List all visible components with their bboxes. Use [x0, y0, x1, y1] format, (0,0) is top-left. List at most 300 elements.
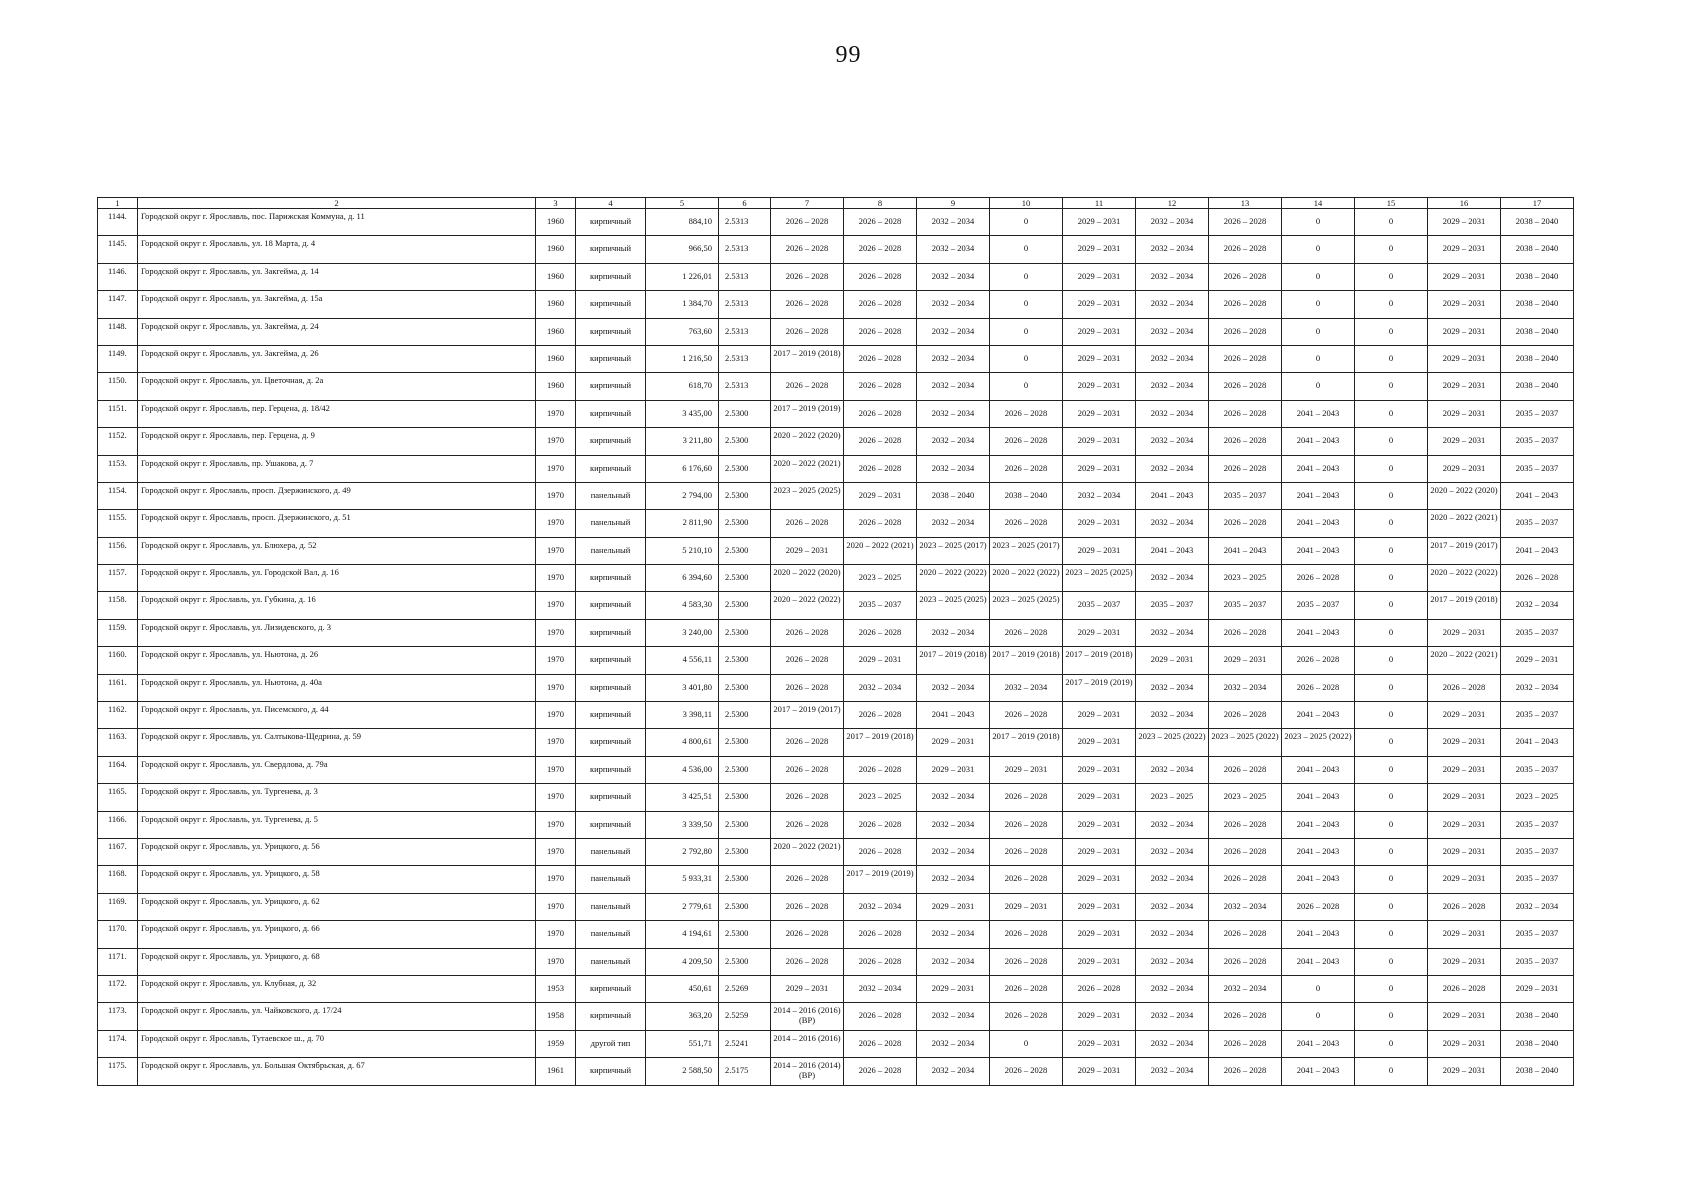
column-number-header: 12 [1136, 198, 1209, 209]
period-cell-col-8: 2035 – 2037 [844, 592, 917, 619]
coefficient-cell: 2.5300 [719, 866, 771, 893]
period-cell-col-11: 2017 – 2019 (2019) [1063, 674, 1136, 701]
area-cell: 1 226,01 [646, 263, 719, 290]
period-cell-col-13: 2026 – 2028 [1209, 702, 1282, 729]
row-number-cell: 1152. [98, 428, 138, 455]
wall-material-cell: кирпичный [576, 784, 646, 811]
year-cell: 1960 [536, 373, 576, 400]
wall-material-cell: кирпичный [576, 1058, 646, 1085]
address-cell: Городской округ г. Ярославль, ул. Свердлова, д. 79а [138, 756, 536, 783]
period-cell-col-15: 0 [1355, 318, 1428, 345]
coefficient-cell: 2.5300 [719, 948, 771, 975]
period-cell-col-8: 2026 – 2028 [844, 318, 917, 345]
period-cell-col-14: 2041 – 2043 [1282, 455, 1355, 482]
wall-material-cell: панельный [576, 482, 646, 509]
period-cell-col-15: 0 [1355, 619, 1428, 646]
area-cell: 3 401,80 [646, 674, 719, 701]
period-cell-col-8: 2026 – 2028 [844, 811, 917, 838]
coefficient-cell: 2.5300 [719, 428, 771, 455]
area-cell: 6 176,60 [646, 455, 719, 482]
period-cell-col-15: 0 [1355, 400, 1428, 427]
period-cell-col-12: 2032 – 2034 [1136, 811, 1209, 838]
period-cell-col-11: 2029 – 2031 [1063, 729, 1136, 756]
period-cell-col-16: 2029 – 2031 [1428, 619, 1501, 646]
year-cell: 1960 [536, 209, 576, 236]
period-cell-col-13: 2026 – 2028 [1209, 345, 1282, 372]
period-cell-col-10: 2026 – 2028 [990, 428, 1063, 455]
period-cell-col-8: 2026 – 2028 [844, 291, 917, 318]
period-cell-col-12: 2032 – 2034 [1136, 756, 1209, 783]
table-row [98, 838, 1574, 865]
area-cell: 1 384,70 [646, 291, 719, 318]
period-cell-col-14: 2041 – 2043 [1282, 510, 1355, 537]
period-cell-col-11: 2029 – 2031 [1063, 1003, 1136, 1030]
table-row [98, 702, 1574, 729]
address-cell: Городской округ г. Ярославль, ул. Тургенева, д. 3 [138, 784, 536, 811]
period-cell-col-13: 2026 – 2028 [1209, 455, 1282, 482]
coefficient-cell: 2.5300 [719, 674, 771, 701]
year-cell: 1970 [536, 537, 576, 564]
period-cell-col-17: 2035 – 2037 [1501, 866, 1574, 893]
wall-material-cell: кирпичный [576, 592, 646, 619]
period-cell-col-7: 2014 – 2016 (2016) [771, 1030, 844, 1057]
address-cell: Городской округ г. Ярославль, ул. Урицкого, д. 62 [138, 893, 536, 920]
period-cell-col-8: 2026 – 2028 [844, 1058, 917, 1085]
period-cell-col-11: 2029 – 2031 [1063, 838, 1136, 865]
period-cell-col-17: 2035 – 2037 [1501, 921, 1574, 948]
row-number-cell: 1155. [98, 510, 138, 537]
period-cell-col-10: 2038 – 2040 [990, 482, 1063, 509]
period-cell-col-17: 2035 – 2037 [1501, 510, 1574, 537]
period-cell-col-12: 2032 – 2034 [1136, 373, 1209, 400]
period-cell-col-14: 0 [1282, 975, 1355, 1002]
period-cell-col-14: 2035 – 2037 [1282, 592, 1355, 619]
wall-material-cell: панельный [576, 838, 646, 865]
period-cell-col-8: 2026 – 2028 [844, 1030, 917, 1057]
wall-material-cell: другой тип [576, 1030, 646, 1057]
period-cell-col-10: 2026 – 2028 [990, 510, 1063, 537]
period-cell-col-8: 2026 – 2028 [844, 756, 917, 783]
period-cell-col-8: 2029 – 2031 [844, 647, 917, 674]
period-cell-col-9: 2032 – 2034 [917, 400, 990, 427]
period-cell-col-14: 2041 – 2043 [1282, 948, 1355, 975]
address-cell: Городской округ г. Ярославль, ул. Клубная, д. 32 [138, 975, 536, 1002]
coefficient-cell: 2.5300 [719, 565, 771, 592]
period-cell-col-17: 2038 – 2040 [1501, 209, 1574, 236]
period-cell-col-17: 2032 – 2034 [1501, 893, 1574, 920]
period-cell-col-7: 2026 – 2028 [771, 866, 844, 893]
period-cell-col-12: 2032 – 2034 [1136, 565, 1209, 592]
address-cell: Городской округ г. Ярославль, ул. 18 Марта, д. 4 [138, 236, 536, 263]
period-cell-col-15: 0 [1355, 345, 1428, 372]
table-row [98, 263, 1574, 290]
period-cell-col-14: 2041 – 2043 [1282, 756, 1355, 783]
coefficient-cell: 2.5313 [719, 209, 771, 236]
table-row [98, 510, 1574, 537]
period-cell-col-8: 2032 – 2034 [844, 975, 917, 1002]
column-number-header: 6 [719, 198, 771, 209]
area-cell: 3 211,80 [646, 428, 719, 455]
coefficient-cell: 2.5313 [719, 345, 771, 372]
row-number-cell: 1150. [98, 373, 138, 400]
period-cell-col-13: 2026 – 2028 [1209, 866, 1282, 893]
year-cell: 1960 [536, 345, 576, 372]
period-cell-col-9: 2023 – 2025 (2025) [917, 592, 990, 619]
period-cell-col-7: 2026 – 2028 [771, 811, 844, 838]
year-cell: 1953 [536, 975, 576, 1002]
column-number-header: 1 [98, 198, 138, 209]
period-cell-col-16: 2029 – 2031 [1428, 263, 1501, 290]
row-number-cell: 1159. [98, 619, 138, 646]
period-cell-col-7: 2017 – 2019 (2018) [771, 345, 844, 372]
period-cell-col-15: 0 [1355, 263, 1428, 290]
period-cell-col-9: 2032 – 2034 [917, 674, 990, 701]
period-cell-col-14: 2041 – 2043 [1282, 921, 1355, 948]
row-number-cell: 1154. [98, 482, 138, 509]
period-cell-col-17: 2035 – 2037 [1501, 400, 1574, 427]
area-cell: 450,61 [646, 975, 719, 1002]
column-number-header: 4 [576, 198, 646, 209]
address-cell: Городской округ г. Ярославль, ул. Закгейма, д. 14 [138, 263, 536, 290]
row-number-cell: 1146. [98, 263, 138, 290]
wall-material-cell: кирпичный [576, 565, 646, 592]
period-cell-col-15: 0 [1355, 428, 1428, 455]
wall-material-cell: панельный [576, 510, 646, 537]
period-cell-col-10: 2029 – 2031 [990, 756, 1063, 783]
year-cell: 1960 [536, 318, 576, 345]
period-cell-col-10: 2017 – 2019 (2018) [990, 729, 1063, 756]
area-cell: 4 583,30 [646, 592, 719, 619]
period-cell-col-9: 2032 – 2034 [917, 291, 990, 318]
period-cell-col-11: 2029 – 2031 [1063, 428, 1136, 455]
row-number-cell: 1153. [98, 455, 138, 482]
period-cell-col-11: 2029 – 2031 [1063, 1030, 1136, 1057]
period-cell-col-17: 2038 – 2040 [1501, 318, 1574, 345]
table-row [98, 948, 1574, 975]
period-cell-col-11: 2029 – 2031 [1063, 510, 1136, 537]
period-cell-col-11: 2035 – 2037 [1063, 592, 1136, 619]
coefficient-cell: 2.5313 [719, 263, 771, 290]
period-cell-col-17: 2032 – 2034 [1501, 592, 1574, 619]
year-cell: 1970 [536, 565, 576, 592]
table-row [98, 811, 1574, 838]
period-cell-col-15: 0 [1355, 455, 1428, 482]
address-cell: Городской округ г. Ярославль, ул. Закгейма, д. 24 [138, 318, 536, 345]
table-row [98, 647, 1574, 674]
period-cell-col-8: 2023 – 2025 [844, 565, 917, 592]
period-cell-col-15: 0 [1355, 510, 1428, 537]
table-row [98, 866, 1574, 893]
area-cell: 966,50 [646, 236, 719, 263]
period-cell-col-16: 2026 – 2028 [1428, 674, 1501, 701]
address-cell: Городской округ г. Ярославль, ул. Писемского, д. 44 [138, 702, 536, 729]
row-number-cell: 1145. [98, 236, 138, 263]
period-cell-col-11: 2029 – 2031 [1063, 1058, 1136, 1085]
column-number-header: 7 [771, 198, 844, 209]
wall-material-cell: кирпичный [576, 1003, 646, 1030]
period-cell-col-13: 2026 – 2028 [1209, 373, 1282, 400]
period-cell-col-8: 2026 – 2028 [844, 400, 917, 427]
year-cell: 1970 [536, 811, 576, 838]
period-cell-col-12: 2032 – 2034 [1136, 263, 1209, 290]
period-cell-col-16: 2029 – 2031 [1428, 702, 1501, 729]
period-cell-col-10: 2023 – 2025 (2017) [990, 537, 1063, 564]
period-cell-col-7: 2020 – 2022 (2020) [771, 428, 844, 455]
period-cell-col-15: 0 [1355, 948, 1428, 975]
period-cell-col-7: 2026 – 2028 [771, 263, 844, 290]
period-cell-col-17: 2029 – 2031 [1501, 975, 1574, 1002]
period-cell-col-8: 2026 – 2028 [844, 345, 917, 372]
year-cell: 1970 [536, 510, 576, 537]
period-cell-col-15: 0 [1355, 893, 1428, 920]
period-cell-col-8: 2026 – 2028 [844, 428, 917, 455]
period-cell-col-9: 2032 – 2034 [917, 428, 990, 455]
period-cell-col-10: 0 [990, 1030, 1063, 1057]
wall-material-cell: кирпичный [576, 318, 646, 345]
address-cell: Городской округ г. Ярославль, ул. Закгейма, д. 15а [138, 291, 536, 318]
address-cell: Городской округ г. Ярославль, ул. Урицкого, д. 66 [138, 921, 536, 948]
area-cell: 4 209,50 [646, 948, 719, 975]
period-cell-col-13: 2041 – 2043 [1209, 537, 1282, 564]
period-cell-col-10: 2023 – 2025 (2025) [990, 592, 1063, 619]
period-cell-col-10: 0 [990, 209, 1063, 236]
table-row [98, 318, 1574, 345]
coefficient-cell: 2.5300 [719, 756, 771, 783]
period-cell-col-11: 2029 – 2031 [1063, 236, 1136, 263]
column-number-header: 14 [1282, 198, 1355, 209]
year-cell: 1970 [536, 428, 576, 455]
coefficient-cell: 2.5300 [719, 592, 771, 619]
area-cell: 1 216,50 [646, 345, 719, 372]
period-cell-col-9: 2032 – 2034 [917, 921, 990, 948]
period-cell-col-11: 2029 – 2031 [1063, 921, 1136, 948]
period-cell-col-16: 2020 – 2022 (2021) [1428, 510, 1501, 537]
period-cell-col-10: 2032 – 2034 [990, 674, 1063, 701]
area-cell: 2 588,50 [646, 1058, 719, 1085]
coefficient-cell: 2.5300 [719, 729, 771, 756]
period-cell-col-16: 2029 – 2031 [1428, 1030, 1501, 1057]
period-cell-col-11: 2026 – 2028 [1063, 975, 1136, 1002]
table-row [98, 482, 1574, 509]
wall-material-cell: панельный [576, 893, 646, 920]
period-cell-col-9: 2032 – 2034 [917, 345, 990, 372]
period-cell-col-10: 2026 – 2028 [990, 866, 1063, 893]
period-cell-col-16: 2020 – 2022 (2021) [1428, 647, 1501, 674]
period-cell-col-9: 2032 – 2034 [917, 1058, 990, 1085]
period-cell-col-14: 2026 – 2028 [1282, 893, 1355, 920]
area-cell: 3 435,00 [646, 400, 719, 427]
address-cell: Городской округ г. Ярославль, ул. Урицкого, д. 68 [138, 948, 536, 975]
period-cell-col-8: 2026 – 2028 [844, 373, 917, 400]
table-row [98, 619, 1574, 646]
coefficient-cell: 2.5313 [719, 373, 771, 400]
address-cell: Городской округ г. Ярославль, ул. Городской Вал, д. 16 [138, 565, 536, 592]
period-cell-col-15: 0 [1355, 373, 1428, 400]
table-row [98, 400, 1574, 427]
period-cell-col-12: 2032 – 2034 [1136, 510, 1209, 537]
period-cell-col-13: 2023 – 2025 (2022) [1209, 729, 1282, 756]
area-cell: 551,71 [646, 1030, 719, 1057]
period-cell-col-17: 2035 – 2037 [1501, 428, 1574, 455]
address-cell: Городской округ г. Ярославль, Тутаевское ш., д. 70 [138, 1030, 536, 1057]
period-cell-col-14: 2041 – 2043 [1282, 784, 1355, 811]
address-cell: Городской округ г. Ярославль, ул. Ньютона, д. 26 [138, 647, 536, 674]
period-cell-col-13: 2029 – 2031 [1209, 647, 1282, 674]
address-cell: Городской округ г. Ярославль, пос. Парижская Коммуна, д. 11 [138, 209, 536, 236]
period-cell-col-16: 2029 – 2031 [1428, 373, 1501, 400]
row-number-cell: 1161. [98, 674, 138, 701]
table-row [98, 893, 1574, 920]
table-row [98, 921, 1574, 948]
period-cell-col-13: 2026 – 2028 [1209, 1030, 1282, 1057]
period-cell-col-17: 2035 – 2037 [1501, 756, 1574, 783]
period-cell-col-12: 2032 – 2034 [1136, 619, 1209, 646]
coefficient-cell: 2.5300 [719, 647, 771, 674]
table-row [98, 565, 1574, 592]
period-cell-col-16: 2029 – 2031 [1428, 811, 1501, 838]
period-cell-col-15: 0 [1355, 729, 1428, 756]
period-cell-col-11: 2029 – 2031 [1063, 784, 1136, 811]
period-cell-col-14: 0 [1282, 345, 1355, 372]
period-cell-col-7: 2014 – 2016 (2014) (ВР) [771, 1058, 844, 1085]
wall-material-cell: панельный [576, 921, 646, 948]
period-cell-col-11: 2029 – 2031 [1063, 756, 1136, 783]
period-cell-col-12: 2041 – 2043 [1136, 537, 1209, 564]
area-cell: 2 779,61 [646, 893, 719, 920]
row-number-cell: 1144. [98, 209, 138, 236]
area-cell: 3 240,00 [646, 619, 719, 646]
column-number-header: 13 [1209, 198, 1282, 209]
period-cell-col-16: 2029 – 2031 [1428, 729, 1501, 756]
address-cell: Городской округ г. Ярославль, ул. Ньютона, д. 40а [138, 674, 536, 701]
period-cell-col-12: 2032 – 2034 [1136, 236, 1209, 263]
period-cell-col-16: 2029 – 2031 [1428, 838, 1501, 865]
period-cell-col-12: 2032 – 2034 [1136, 291, 1209, 318]
period-cell-col-9: 2032 – 2034 [917, 236, 990, 263]
column-number-header: 11 [1063, 198, 1136, 209]
period-cell-col-14: 0 [1282, 318, 1355, 345]
period-cell-col-13: 2026 – 2028 [1209, 209, 1282, 236]
table-row [98, 345, 1574, 372]
period-cell-col-14: 2041 – 2043 [1282, 619, 1355, 646]
year-cell: 1970 [536, 893, 576, 920]
period-cell-col-17: 2029 – 2031 [1501, 647, 1574, 674]
table-row [98, 592, 1574, 619]
period-cell-col-17: 2035 – 2037 [1501, 702, 1574, 729]
table-row [98, 674, 1574, 701]
period-cell-col-15: 0 [1355, 1058, 1428, 1085]
area-cell: 363,20 [646, 1003, 719, 1030]
period-cell-col-13: 2026 – 2028 [1209, 921, 1282, 948]
address-cell: Городской округ г. Ярославль, ул. Чайковского, д. 17/24 [138, 1003, 536, 1030]
period-cell-col-16: 2017 – 2019 (2018) [1428, 592, 1501, 619]
period-cell-col-8: 2026 – 2028 [844, 921, 917, 948]
period-cell-col-12: 2032 – 2034 [1136, 866, 1209, 893]
period-cell-col-15: 0 [1355, 674, 1428, 701]
period-cell-col-8: 2026 – 2028 [844, 263, 917, 290]
wall-material-cell: кирпичный [576, 345, 646, 372]
period-cell-col-14: 2041 – 2043 [1282, 702, 1355, 729]
address-cell: Городской округ г. Ярославль, ул. Большая Октябрьская, д. 67 [138, 1058, 536, 1085]
area-cell: 5 933,31 [646, 866, 719, 893]
period-cell-col-8: 2026 – 2028 [844, 702, 917, 729]
period-cell-col-11: 2032 – 2034 [1063, 482, 1136, 509]
period-cell-col-11: 2029 – 2031 [1063, 866, 1136, 893]
period-cell-col-12: 2032 – 2034 [1136, 674, 1209, 701]
area-cell: 763,60 [646, 318, 719, 345]
year-cell: 1970 [536, 400, 576, 427]
period-cell-col-16: 2029 – 2031 [1428, 1058, 1501, 1085]
period-cell-col-13: 2026 – 2028 [1209, 948, 1282, 975]
row-number-cell: 1164. [98, 756, 138, 783]
year-cell: 1970 [536, 674, 576, 701]
period-cell-col-8: 2017 – 2019 (2018) [844, 729, 917, 756]
coefficient-cell: 2.5300 [719, 702, 771, 729]
period-cell-col-16: 2029 – 2031 [1428, 345, 1501, 372]
address-cell: Городской округ г. Ярославль, ул. Тургенева, д. 5 [138, 811, 536, 838]
area-cell: 2 792,80 [646, 838, 719, 865]
period-cell-col-13: 2032 – 2034 [1209, 975, 1282, 1002]
period-cell-col-12: 2041 – 2043 [1136, 482, 1209, 509]
period-cell-col-14: 2041 – 2043 [1282, 537, 1355, 564]
wall-material-cell: панельный [576, 948, 646, 975]
area-cell: 4 194,61 [646, 921, 719, 948]
period-cell-col-11: 2029 – 2031 [1063, 619, 1136, 646]
period-cell-col-14: 0 [1282, 1003, 1355, 1030]
coefficient-cell: 2.5300 [719, 811, 771, 838]
period-cell-col-7: 2026 – 2028 [771, 209, 844, 236]
row-number-cell: 1156. [98, 537, 138, 564]
period-cell-col-16: 2029 – 2031 [1428, 236, 1501, 263]
period-cell-col-16: 2020 – 2022 (2022) [1428, 565, 1501, 592]
year-cell: 1970 [536, 784, 576, 811]
period-cell-col-17: 2038 – 2040 [1501, 291, 1574, 318]
period-cell-col-12: 2032 – 2034 [1136, 893, 1209, 920]
table-row [98, 756, 1574, 783]
period-cell-col-14: 2026 – 2028 [1282, 674, 1355, 701]
period-cell-col-11: 2029 – 2031 [1063, 263, 1136, 290]
year-cell: 1958 [536, 1003, 576, 1030]
period-cell-col-14: 2041 – 2043 [1282, 811, 1355, 838]
period-cell-col-8: 2026 – 2028 [844, 236, 917, 263]
column-number-header: 2 [138, 198, 536, 209]
period-cell-col-9: 2032 – 2034 [917, 1030, 990, 1057]
table-row [98, 373, 1574, 400]
area-cell: 2 811,90 [646, 510, 719, 537]
column-number-header: 17 [1501, 198, 1574, 209]
row-number-cell: 1148. [98, 318, 138, 345]
year-cell: 1970 [536, 948, 576, 975]
row-number-cell: 1151. [98, 400, 138, 427]
wall-material-cell: кирпичный [576, 619, 646, 646]
period-cell-col-17: 2035 – 2037 [1501, 455, 1574, 482]
register-table-container [97, 197, 1572, 1086]
year-cell: 1960 [536, 236, 576, 263]
period-cell-col-14: 2041 – 2043 [1282, 1058, 1355, 1085]
period-cell-col-17: 2038 – 2040 [1501, 1030, 1574, 1057]
period-cell-col-16: 2029 – 2031 [1428, 428, 1501, 455]
year-cell: 1970 [536, 756, 576, 783]
period-cell-col-11: 2029 – 2031 [1063, 948, 1136, 975]
period-cell-col-17: 2038 – 2040 [1501, 373, 1574, 400]
period-cell-col-12: 2032 – 2034 [1136, 838, 1209, 865]
row-number-cell: 1167. [98, 838, 138, 865]
period-cell-col-17: 2041 – 2043 [1501, 482, 1574, 509]
period-cell-col-14: 2026 – 2028 [1282, 647, 1355, 674]
row-number-cell: 1157. [98, 565, 138, 592]
wall-material-cell: кирпичный [576, 400, 646, 427]
period-cell-col-9: 2032 – 2034 [917, 866, 990, 893]
